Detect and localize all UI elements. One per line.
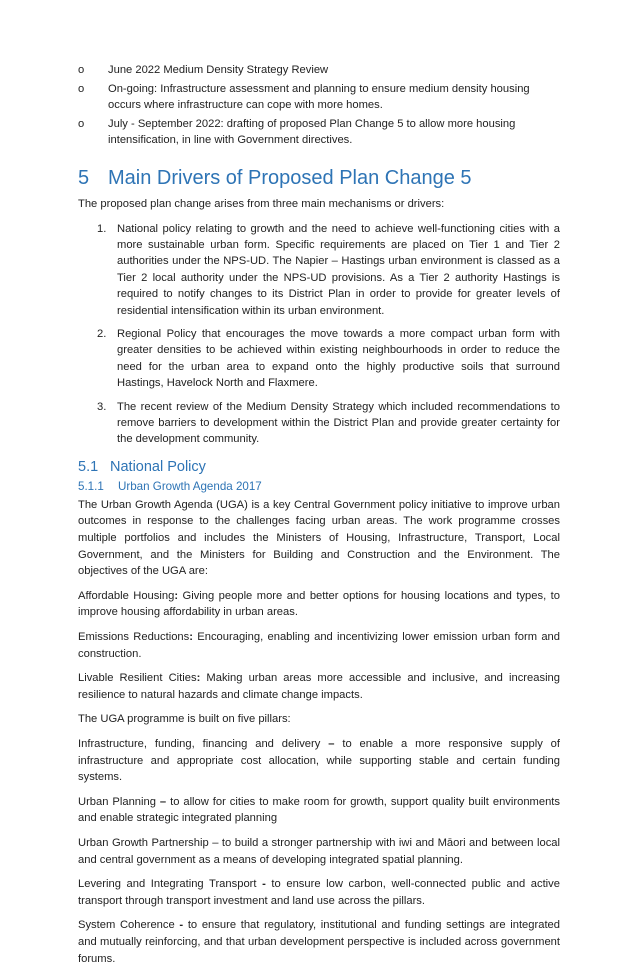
bullet-item <box>78 62 560 79</box>
pillar-separator: - <box>262 878 266 891</box>
bullet-marker: o <box>78 117 85 130</box>
section-title: Main Drivers of Proposed Plan Change 5 <box>108 166 472 189</box>
bullet-item <box>78 81 560 114</box>
bullet-text: June 2022 Medium Density Strategy Review <box>108 64 329 76</box>
bullet-marker: o <box>78 64 85 76</box>
pillar-separator: - <box>179 919 184 932</box>
objective-paragraph <box>78 588 560 621</box>
pillar-separator: – <box>328 737 335 750</box>
driver-item <box>78 399 560 448</box>
objective-text: Making urban areas more accessible and inclusive, and increasing resilience to natural hazards and climate change impacts. <box>78 672 560 701</box>
pillars-intro: The UGA programme is built on five pillars: <box>78 713 291 726</box>
objective-text: Giving people more and better options for housing locations and types, to improve housing affordability in urban areas. <box>78 589 561 619</box>
bullet-text: On-going: Infrastructure assessment and planning to ensure medium density housing occurs where infrastructure can cope with more homes. <box>108 82 530 112</box>
driver-number: 3. <box>97 400 107 413</box>
section-number: 5.1 <box>78 458 99 475</box>
pillar-text: to ensure that regulatory, institutional and funding settings are integrated and mutually reinforcing, and that urban development perspective is included across government forums. <box>78 919 560 965</box>
section-number: 5.1.1 <box>78 479 104 493</box>
objective-text: Encouraging, enabling and incentivizing lower emission urban form and construction. <box>78 631 560 660</box>
objective-separator: : <box>174 589 179 602</box>
pillar-paragraph <box>78 794 560 827</box>
bullet-text: July - September 2022: drafting of proposed Plan Change 5 to allow more housing intensification, in line with Government directives. <box>108 117 516 147</box>
objective-label: Livable Resilient Cities <box>78 672 197 685</box>
driver-item <box>78 326 560 392</box>
pillar-text: to enable a more responsive supply of infrastructure and appropriate cost allocation, while supporting stable and certain funding systems. <box>78 737 560 784</box>
pillar-paragraph <box>78 835 560 868</box>
section-5-1-1-heading <box>78 479 560 495</box>
objective-paragraph <box>78 670 560 703</box>
driver-text: National policy relating to growth and the need to achieve well-functioning cities with a more sustainable urban form. Specific requirements are placed on Tier 1 and Tier 2 authorities under the NPS-UD. The Napier – Hastings urban environment is classed as a Tier 2 local authority under the NPS-UD provisions. As a Tier 2 authority Hastings is required to notify changes to its District Plan in order to provide for greater levels of residential intensification within its urban environment. <box>117 222 560 317</box>
section-5-heading <box>78 166 560 190</box>
objective-separator: : <box>189 631 193 643</box>
pillar-label: Infrastructure, funding, financing and delivery <box>78 737 329 750</box>
drivers-list <box>78 221 560 448</box>
pillar-text: to ensure low carbon, well-connected public and active transport through transport investment and land use across the pillars. <box>78 878 560 907</box>
bullet-marker: o <box>78 82 85 95</box>
section-5-1-heading <box>78 458 560 476</box>
driver-number: 2. <box>97 328 107 340</box>
pillar-label: Urban Planning <box>78 795 160 808</box>
objective-label: Emissions Reductions <box>78 631 190 643</box>
pillar-paragraph <box>78 736 560 786</box>
uga-intro: The Urban Growth Agenda (UGA) is a key Central Government policy initiative to improve urban outcomes in response to the challenges facing urban areas. The work programme crosses multiple portfolios and includes the Ministers of Housing, Infrastructure, Transport, Local Government, and the Ministers for Building and Construction and the Environment. The objectives of the UGA are: <box>78 498 560 578</box>
section-title: Urban Growth Agenda 2017 <box>118 479 262 493</box>
pillar-label: System Coherence <box>78 919 180 932</box>
timeline-bullet-list <box>78 62 560 149</box>
pillar-label: Levering and Integrating Transport <box>78 878 263 891</box>
pillar-text: to allow for cities to make room for growth, support quality built environments and enable strategic integrated planning <box>78 795 561 825</box>
section-5-intro: The proposed plan change arises from three main mechanisms or drivers: <box>78 197 445 210</box>
pillar-paragraph <box>78 917 560 967</box>
section-number: 5 <box>78 166 90 189</box>
bullet-item <box>78 116 560 149</box>
pillar-separator: – <box>159 795 167 808</box>
document-page <box>78 62 560 975</box>
driver-text: Regional Policy that encourages the move towards a more compact urban form with greater densities to be achieved within existing neighbourhoods in order to reduce the need for the urban area to expand onto the highly productive soils that surround Hastings, Havelock North and Flaxmere. <box>117 328 560 390</box>
section-title: National Policy <box>110 458 206 475</box>
pillar-paragraph <box>78 876 560 909</box>
pillar-label: Urban Growth Partnership – to build a stronger partnership with iwi and Māori and between local and central government as a means of developing integrated spatial planning. <box>78 836 560 866</box>
driver-number: 1. <box>97 222 107 235</box>
objective-label: Affordable Housing <box>78 589 175 602</box>
objective-separator: : <box>196 672 201 685</box>
objective-paragraph <box>78 629 560 662</box>
driver-item <box>78 221 560 319</box>
driver-text: The recent review of the Medium Density Strategy which included recommendations to remove barriers to development within the District Plan and provide greater certainty for the development community. <box>117 400 560 446</box>
